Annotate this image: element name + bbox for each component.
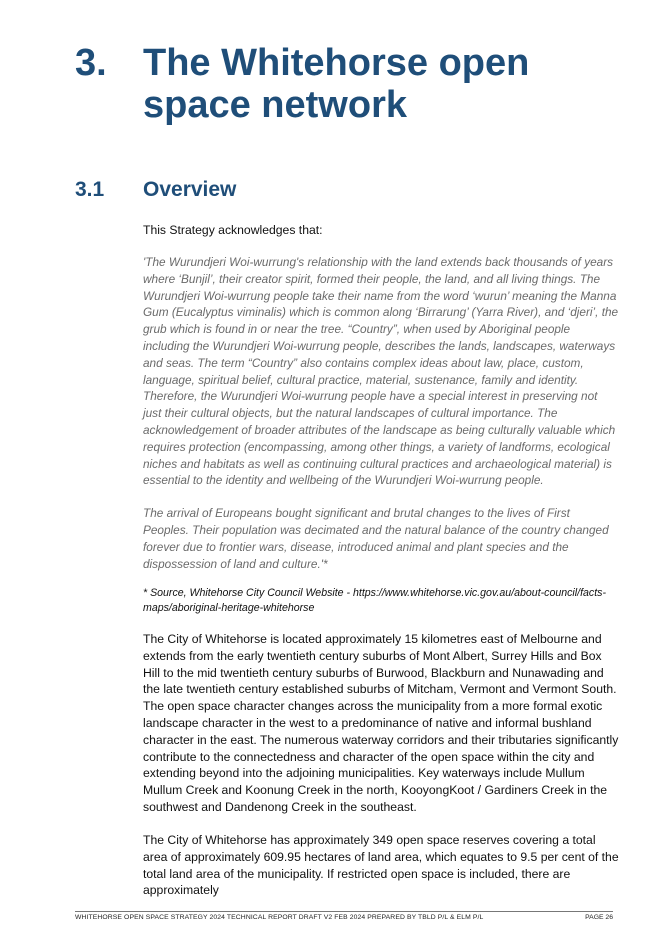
footer-report-title: WHITEHORSE OPEN SPACE STRATEGY 2024 TECHNICAL REPORT DRAFT V2 FEB 2024 PREPARED BY TBLD P/L & ELM P/L [75, 914, 484, 921]
body-paragraph-2: The City of Whitehorse has approximately 349 open space reserves covering a total area of approximately 609.95 hectares of land area, which equates to 9.5 per cent of the total land area of the municipality. If restricted open space is included, there are approximately [143, 833, 619, 898]
section-title: Overview [143, 178, 237, 201]
quote-paragraph-1: 'The Wurundjeri Woi-wurrung's relationship with the land extends back thousands of years where ‘Bunjil’, their creator spirit, formed their people, the land, and all living things. The Wurundjeri Woi-wurrung people take their name from the word ‘wurun’ meaning the Manna Gum (Eucalyptus viminalis) which is common along ‘Birrarung’ (Yarra River), and ‘djeri’, the grub which is found in or near the tree. “Country”, when used by Aboriginal people including the Wurundjeri Woi-wurrung people, describes the lands, landscapes, waterways and seas. The term “Country” also contains complex ideas about law, place, custom, language, spiritual belief, cultural practice, material, sustenance, family and identity. Therefore, the Wurundjeri Woi-wurrung people have a special interest in preserving not just their cultural objects, but the natural landscapes of cultural importance. The acknowledgement of broader attributes of the landscape as being culturally valuable which requires protection (encompassing, among other things, a variety of landforms, ecological niches and habitats as well as continuing cultural practices and archaeological material) is essential to the identity and wellbeing of the Wurundjeri Woi-wurrung people. [143, 255, 619, 488]
quote-paragraph-2: The arrival of Europeans bought significant and brutal changes to the lives of First Peoples. Their population was decimated and the natural balance of the country changed forever due to frontier wars, disease, introduced animal and plant species and the dispossession of land and culture.'* [143, 506, 609, 571]
source-citation: * Source, Whitehorse City Council Website - https://www.whitehorse.vic.gov.au/about-council/facts-maps/aboriginal-heritage-whitehorse [143, 587, 606, 614]
acknowledgement-quote [143, 254, 619, 572]
body-paragraph-1: The City of Whitehorse is located approximately 15 kilometres east of Melbourne and extends from the early twentieth century suburbs of Mont Albert, Surrey Hills and Box Hill to the mid twentieth century suburbs of Burwood, Blackburn and Nunawading and the late twentieth century established suburbs of Mitcham, Vermont and Vermont South. The open space character changes across the municipality from a more formal exotic landscape character in the west to a predominance of native and informal bushland character in the east. The numerous waterway corridors and their tributaries significantly contribute to the connectedness and character of the open space within the city and extending beyond into the adjoining municipalities. Key waterways include Mullum Mullum Creek and Koonung Creek in the north, KooyongKoot / Gardiners Creek in the southwest and Dandenong Creek in the southeast. [143, 632, 619, 814]
chapter-number: 3. [75, 42, 107, 84]
chapter-title: The Whitehorse open space network [143, 42, 530, 126]
intro-text: This Strategy acknowledges that: [143, 223, 323, 237]
footer-divider [75, 911, 613, 912]
section-number: 3.1 [75, 178, 105, 201]
page-number: PAGE 26 [585, 914, 613, 921]
